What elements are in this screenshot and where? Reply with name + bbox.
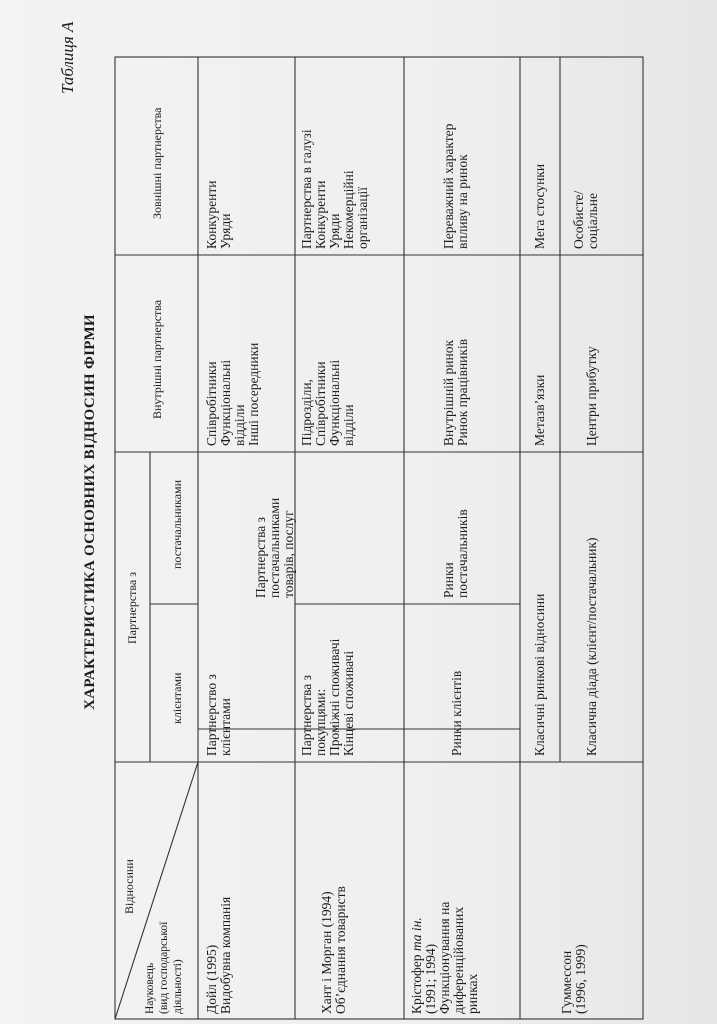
row2-internal-line: відділи [341, 404, 356, 446]
header-scientist [143, 922, 185, 1014]
row3-suppliers-line: Ринки [441, 562, 456, 598]
row2-suppliers-line: товарів, послуг [281, 510, 296, 598]
row3-scientist [410, 902, 480, 1014]
row3-internal-line: Ринок працівників [455, 338, 470, 446]
row3-scientist-line: (1991; 1994) [423, 943, 438, 1014]
row2-external-line: Уряди [327, 213, 342, 249]
row2-external-line: Конкуренти [313, 180, 328, 249]
row4-external-b-line: Особисте/ [571, 190, 586, 249]
row1-internal-line: відділи [232, 404, 247, 446]
header-suppliers: постачальниками [170, 479, 184, 569]
row1-clients-line: Партнерство з [204, 674, 219, 756]
row3-internal-line: Внутрішній ринок [441, 339, 456, 446]
row3-external-line: Переважний характер [441, 123, 456, 249]
row4-scientist-line: (1996, 1999) [573, 944, 588, 1014]
row2-suppliers-line: постачальниками [267, 497, 282, 598]
row1-internal-line: Інші посередники [246, 342, 261, 446]
row1-external [205, 180, 233, 249]
table-label: Таблиця А [58, 21, 77, 94]
header-partnerships: Партнерства з [125, 572, 139, 644]
row2-external [300, 129, 370, 249]
row1-external-line: Конкуренти [204, 180, 219, 249]
row2-scientist [320, 886, 348, 1014]
row3-external [442, 124, 470, 249]
row1-internal-line: Співробітники [204, 361, 219, 446]
row2-external-line: Партнерства в галузі [299, 129, 314, 249]
header-scientist-line: діяльності) [172, 959, 184, 1014]
row3-suppliers [442, 509, 470, 598]
row3-scientist-line: диференційованих [451, 906, 466, 1014]
row4-internal-b: Центри прибутку [584, 346, 599, 446]
row1-clients [205, 674, 233, 756]
row2-internal [300, 360, 356, 446]
row2-clients [300, 639, 356, 756]
row1-external-line: Уряди [218, 213, 233, 249]
row3-suppliers-line: постачальників [455, 509, 470, 598]
row3-scientist-line [410, 902, 424, 1014]
row3-scientist-etal: та ін. [409, 917, 424, 952]
row2-external-line: організації [355, 186, 370, 249]
row4-external-b [572, 191, 600, 249]
row3-external-line: впливу на ринок [455, 154, 470, 249]
row4-external-a: Мега стосунки [532, 163, 547, 249]
row4-partnerships-b: Класична діада (клієнт/постачальник) [584, 537, 599, 756]
row2-scientist-line: Об’єднання товариств [333, 886, 348, 1014]
row2-suppliers [254, 498, 296, 598]
row3-clients-line: Ринки клієнтів [449, 670, 464, 756]
header-scientist-line: (вид господарської [158, 921, 170, 1014]
row1-scientist-line: Дойл (1995) [204, 944, 219, 1014]
row2-clients-line: Партнерства з [299, 675, 314, 756]
header-clients: клієнтами [170, 672, 184, 724]
row4-scientist-line: Гуммессон [559, 950, 574, 1014]
row3-scientist-line: Функціонування на [437, 901, 452, 1014]
row4-external-b-line: соціальне [585, 193, 600, 249]
row2-internal-line: Співробітники [313, 361, 328, 446]
row3-scientist-name: Крістофер [409, 954, 424, 1014]
header-scientist-line: Науковець [144, 962, 156, 1014]
row4-internal-a: Метазв’язки [532, 374, 547, 446]
row2-clients-line: Кінцеві споживачі [341, 650, 356, 756]
row3-clients [450, 671, 464, 756]
row1-scientist-line: Видобувна компанія [218, 896, 233, 1014]
document-title: ХАРАКТЕРИСТИКА ОСНОВНИХ ВІДНОСИН ФІРМИ [82, 314, 98, 710]
row1-internal-line: Функціональні [218, 359, 233, 446]
row4-partnerships-a: Класичні ринкові відносини [532, 593, 547, 756]
row1-internal [205, 343, 261, 446]
row2-suppliers-line: Партнерства з [253, 517, 268, 598]
row2-scientist-line: Хант і Морган (1994) [319, 891, 334, 1014]
header-relations: Відносини [122, 859, 136, 914]
row1-scientist [205, 897, 233, 1014]
row2-internal-line: Підрозділи, [299, 379, 314, 446]
header-external: Зовнішні партнерства [150, 107, 164, 219]
row1-clients-line: клієнтами [218, 698, 233, 756]
header-internal: Внутрішні партнерства [150, 299, 164, 419]
row3-internal [442, 339, 470, 446]
row3-scientist-line: ринках [465, 973, 480, 1014]
row2-internal-line: Функціональні [327, 359, 342, 446]
row4-scientist [560, 944, 588, 1014]
row2-clients-line: Проміжні споживачі [327, 638, 342, 756]
row2-clients-line: покупцями: [313, 688, 328, 756]
row2-external-line: Некомерційні [341, 170, 356, 249]
